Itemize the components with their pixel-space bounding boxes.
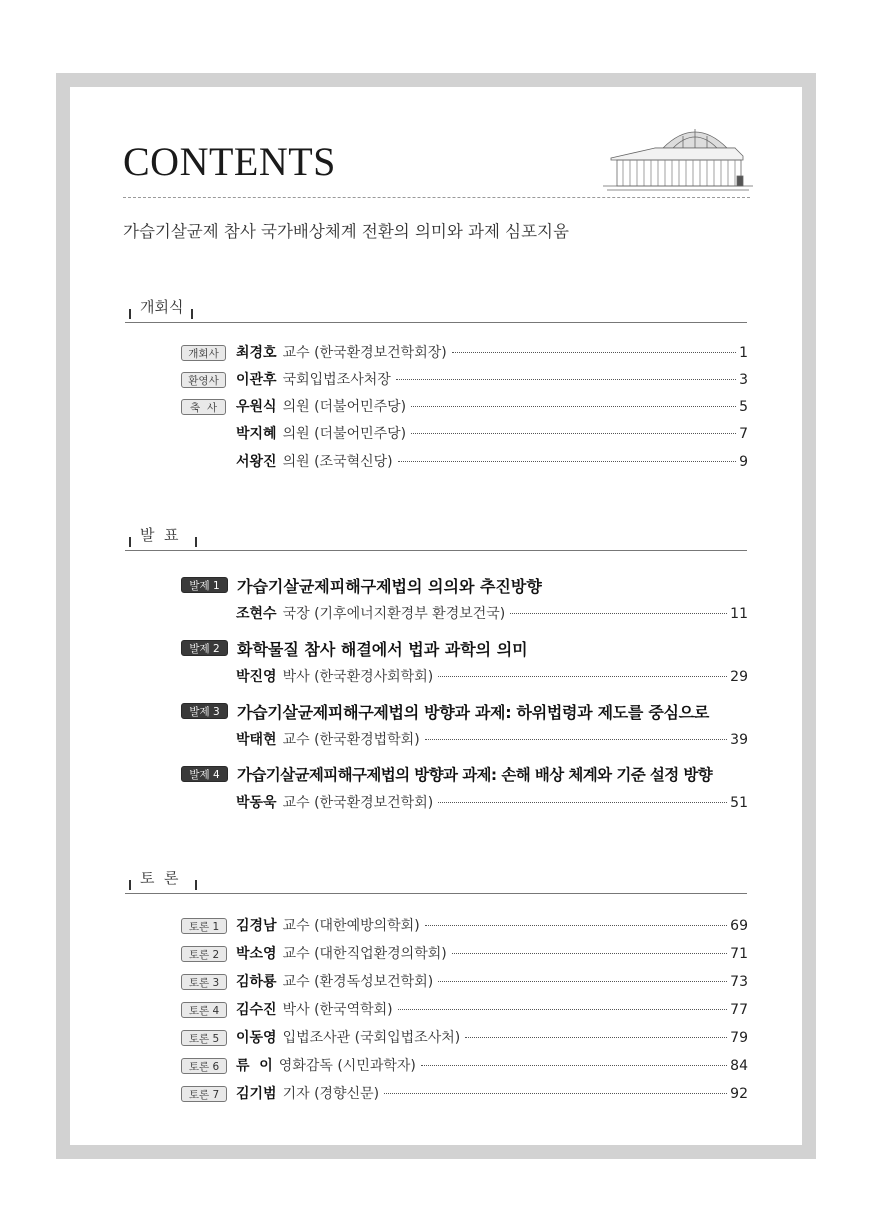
speaker-name: 서왕진 xyxy=(236,454,277,470)
page-number: 69 xyxy=(730,918,748,934)
presentation-title[interactable]: 가습기살균제피해구제법의 방향과 과제: 하위법령과 제도를 중심으로 xyxy=(237,703,709,722)
leader-dots xyxy=(411,405,736,407)
page-number: 7 xyxy=(739,426,748,442)
heading-bar-left xyxy=(129,309,131,319)
leader-dots xyxy=(398,1008,728,1010)
panelist-name: 김기범 xyxy=(236,1086,277,1102)
heading-bar-right xyxy=(195,537,197,547)
panelist-name: 박소영 xyxy=(236,946,277,962)
panelist-affiliation: 교수 (대한직업환경의학회) xyxy=(282,946,447,962)
leader-dots xyxy=(452,952,727,954)
badge-discussion-3: 토론 3 xyxy=(181,974,227,990)
section-heading-opening xyxy=(125,296,747,323)
badge-presentation-2: 발제 2 xyxy=(181,640,228,656)
page-number: 29 xyxy=(730,669,748,685)
page-number: 71 xyxy=(730,946,748,962)
heading-bar-left xyxy=(129,880,131,890)
page-number: 9 xyxy=(739,454,748,470)
toc-entry[interactable] xyxy=(236,603,748,625)
presenter-name: 박진영 xyxy=(236,669,277,685)
toc-entry[interactable] xyxy=(236,666,748,688)
speaker-name: 최경호 xyxy=(236,345,277,361)
leader-dots xyxy=(438,980,727,982)
presenter-affiliation: 국장 (기후에너지환경부 환경보건국) xyxy=(282,606,506,622)
page-number: 92 xyxy=(730,1086,748,1102)
panelist-affiliation: 박사 (한국역학회) xyxy=(282,1002,393,1018)
page-number: 5 xyxy=(739,399,748,415)
panelist-name: 김경남 xyxy=(236,918,277,934)
title-divider xyxy=(123,197,750,198)
presenter-affiliation: 박사 (한국환경사회학회) xyxy=(282,669,434,685)
leader-dots xyxy=(384,1092,727,1094)
leader-dots xyxy=(421,1064,727,1066)
presentation-title[interactable]: 화학물질 참사 해결에서 법과 과학의 의미 xyxy=(237,640,528,659)
speaker-name: 박지혜 xyxy=(236,426,277,442)
presenter-name: 조현수 xyxy=(236,606,277,622)
section-heading-discussion xyxy=(125,867,747,894)
page-number: 11 xyxy=(730,606,748,622)
leader-dots xyxy=(510,612,727,614)
panelist-affiliation: 교수 (대한예방의학회) xyxy=(282,918,420,934)
leader-dots xyxy=(411,432,736,434)
section-heading-label: 발 표 xyxy=(140,526,179,544)
page-title: CONTENTS xyxy=(123,139,336,184)
toc-entry[interactable] xyxy=(236,423,748,445)
toc-entry[interactable] xyxy=(236,943,748,965)
speaker-affiliation: 국회입법조사처장 xyxy=(282,372,391,388)
leader-dots xyxy=(438,675,727,677)
toc-entry[interactable] xyxy=(236,792,748,814)
panelist-name: 김하룡 xyxy=(236,974,277,990)
badge-discussion-1: 토론 1 xyxy=(181,918,227,934)
badge-presentation-3: 발제 3 xyxy=(181,703,228,719)
heading-bar-right xyxy=(195,880,197,890)
panelist-affiliation: 교수 (환경독성보건학회) xyxy=(282,974,434,990)
page-number: 73 xyxy=(730,974,748,990)
page-number: 77 xyxy=(730,1002,748,1018)
leader-dots xyxy=(465,1036,727,1038)
panelist-affiliation: 입법조사관 (국회입법조사처) xyxy=(282,1030,461,1046)
page-number: 3 xyxy=(739,372,748,388)
presenter-name: 박동욱 xyxy=(236,795,277,811)
badge-discussion-4: 토론 4 xyxy=(181,1002,227,1018)
toc-entry[interactable] xyxy=(236,915,748,937)
toc-entry[interactable] xyxy=(236,729,748,751)
leader-dots xyxy=(396,378,736,380)
section-heading-label: 토 론 xyxy=(140,869,179,887)
badge-discussion-6: 토론 6 xyxy=(181,1058,227,1074)
toc-entry[interactable] xyxy=(236,451,748,473)
page-number: 39 xyxy=(730,732,748,748)
presentation-title[interactable]: 가습기살균제피해구제법의 의의와 추진방향 xyxy=(237,577,542,596)
speaker-affiliation: 의원 (더불어민주당) xyxy=(282,426,407,442)
toc-entry[interactable] xyxy=(236,1083,748,1105)
leader-dots xyxy=(398,460,736,462)
speaker-name: 이관후 xyxy=(236,372,277,388)
page-number: 79 xyxy=(730,1030,748,1046)
badge-discussion-7: 토론 7 xyxy=(181,1086,227,1102)
heading-bar-left xyxy=(129,537,131,547)
page-number: 51 xyxy=(730,795,748,811)
national-assembly-building-icon xyxy=(603,118,753,196)
leader-dots xyxy=(438,801,727,803)
badge-presentation-1: 발제 1 xyxy=(181,577,228,593)
toc-entry[interactable] xyxy=(236,1055,748,1077)
panelist-affiliation: 영화감독 (시민과학자) xyxy=(278,1058,416,1074)
presentation-title[interactable]: 가습기살균제피해구제법의 방향과 과제: 손해 배상 체계와 기준 설정 방향 xyxy=(237,766,713,784)
badge-opening-speech: 개회사 xyxy=(181,345,226,361)
panelist-affiliation: 기자 (경향신문) xyxy=(282,1086,380,1102)
speaker-affiliation: 교수 (한국환경보건학회장) xyxy=(282,345,447,361)
presenter-affiliation: 교수 (한국환경법학회) xyxy=(282,732,420,748)
presenter-affiliation: 교수 (한국환경보건학회) xyxy=(282,795,434,811)
badge-presentation-4: 발제 4 xyxy=(181,766,228,782)
presenter-name: 박태현 xyxy=(236,732,277,748)
panelist-name: 이동영 xyxy=(236,1030,277,1046)
leader-dots xyxy=(425,924,728,926)
speaker-name: 우원식 xyxy=(236,399,277,415)
badge-welcome-speech: 환영사 xyxy=(181,372,226,388)
toc-entry[interactable] xyxy=(236,971,748,993)
section-heading-presentations xyxy=(125,524,747,551)
badge-discussion-5: 토론 5 xyxy=(181,1030,227,1046)
speaker-affiliation: 의원 (조국혁신당) xyxy=(282,454,393,470)
toc-entry[interactable] xyxy=(236,999,748,1021)
badge-discussion-2: 토론 2 xyxy=(181,946,227,962)
speaker-affiliation: 의원 (더불어민주당) xyxy=(282,399,407,415)
symposium-subtitle: 가습기살균제 참사 국가배상체계 전환의 의미와 과제 심포지움 xyxy=(123,222,569,241)
toc-entry[interactable] xyxy=(236,396,748,418)
badge-congratulatory: 축 사 xyxy=(181,399,226,415)
leader-dots xyxy=(452,351,736,353)
toc-entry[interactable] xyxy=(236,342,748,364)
leader-dots xyxy=(425,738,728,740)
panelist-name: 김수진 xyxy=(236,1002,277,1018)
section-heading-label: 개회식 xyxy=(140,298,184,316)
toc-entry[interactable] xyxy=(236,1027,748,1049)
page-number: 84 xyxy=(730,1058,748,1074)
heading-bar-right xyxy=(191,309,193,319)
panelist-name: 류 이 xyxy=(236,1058,273,1074)
toc-entry[interactable] xyxy=(236,369,748,391)
page-number: 1 xyxy=(739,345,748,361)
